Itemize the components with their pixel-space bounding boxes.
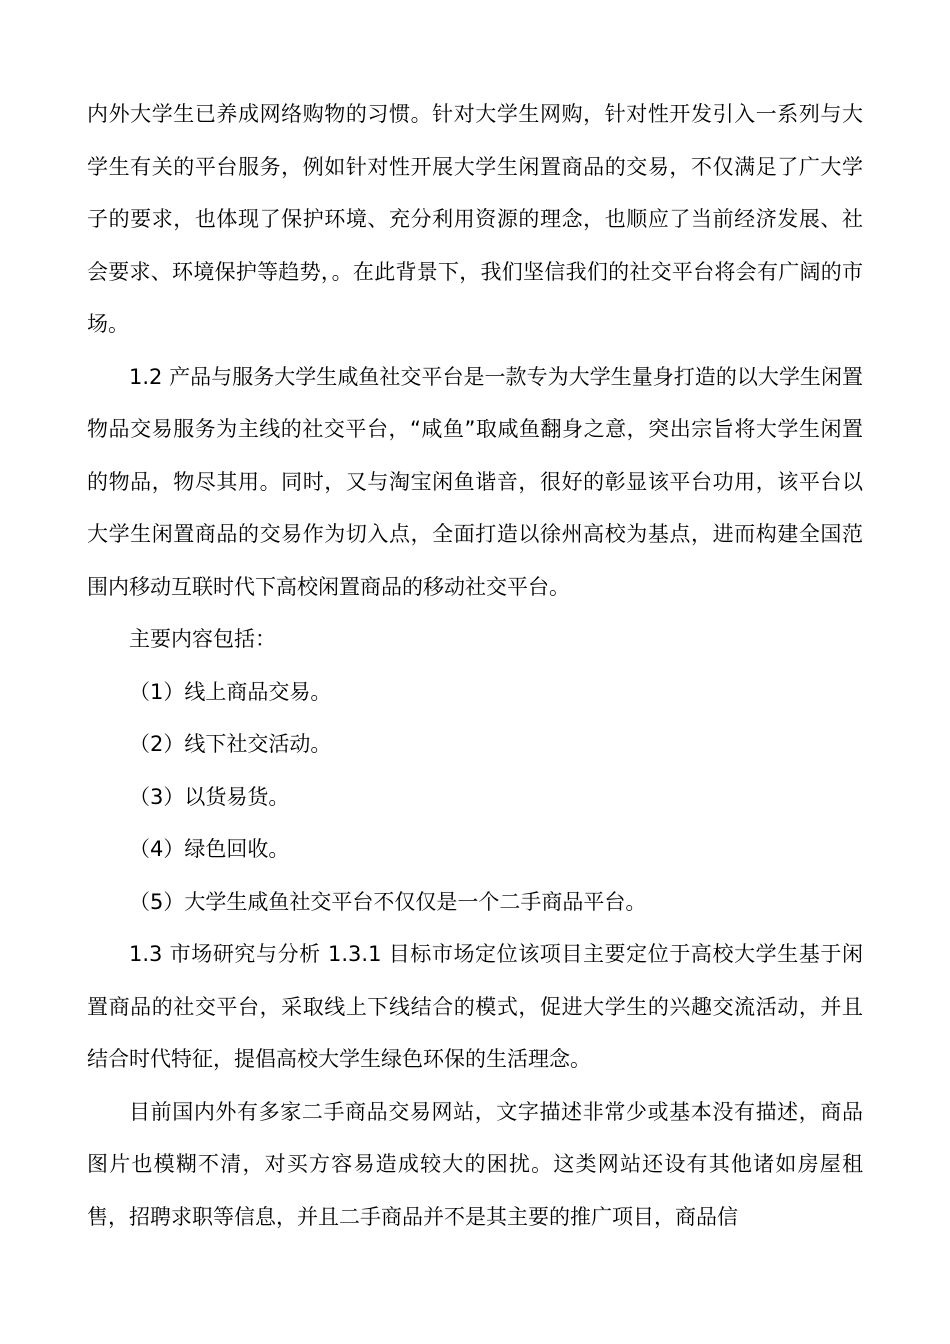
list-item-2: （2）线下社交活动。 (129, 732, 332, 756)
paragraph-section-1-2: 1.2 产品与服务大学生咸鱼社交平台是一款专为大学生量身打造的以大学生闲置物品交易服务为主线的社交平台，“咸鱼”取咸鱼翻身之意，突出宗旨将大学生闲置的物品，物尽其用。同时，又与淘宝闲鱼谐音，很好的彰显该平台功用，该平台以大学生闲置商品的交易作为切入点，全面打造以徐州高校为基点，进而构建全国范围内移动互联时代下高校闲置商品的移动社交平台。 (87, 364, 863, 599)
list-item-1: （1）线上商品交易。 (129, 679, 332, 704)
list-item-4: （4）绿色回收。 (129, 837, 290, 861)
list-item-5: （5）大学生咸鱼社交平台不仅仅是一个二手商品平台。 (129, 889, 647, 914)
paragraph-market-status: 目前国内外有多家二手商品交易网站，文字描述非常少或基本没有描述，商品图片也模糊不清，对买方容易造成较大的困扰。这类网站还设有其他诸如房屋租售，招聘求职等信息，并且二手商品并不是其主要的推广项目，商品信 (87, 1099, 863, 1229)
list-item-3: （3）以货易货。 (129, 784, 290, 809)
document-body (87, 88, 863, 1243)
paragraph-main-content-heading: 主要内容包括： (129, 627, 276, 651)
paragraph-section-1-3: 1.3 市场研究与分析 1.3.1 目标市场定位该项目主要定位于高校大学生基于闲置商品的社交平台，采取线上下线结合的模式，促进大学生的兴趣交流活动，并且结合时代特征，提倡高校大学生绿色环保的生活理念。 (87, 942, 863, 1071)
paragraph-intro-continued: 内外大学生已养成网络购物的习惯。针对大学生网购，针对性开发引入一系列与大学生有关的平台服务，例如针对性开展大学生闲置商品的交易，不仅满足了广大学子的要求，也体现了保护环境、充分利用资源的理念，也顺应了当前经济发展、社会要求、环境保护等趋势，。在此背景下，我们坚信我们的社交平台将会有广阔的市场。 (87, 102, 863, 336)
